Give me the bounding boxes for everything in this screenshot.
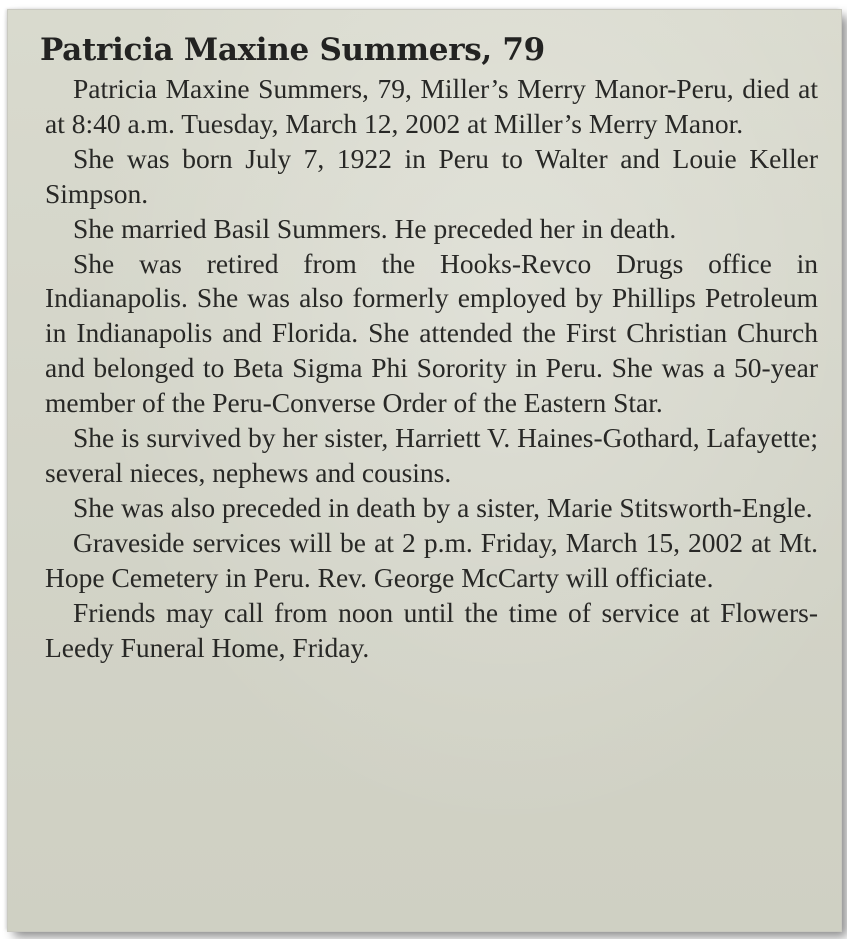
obituary-headline: Patricia Maxine Summers, 79 xyxy=(40,32,545,68)
newspaper-clipping xyxy=(8,10,841,931)
paragraph-marriage: She married Basil Summers. He preceded her in death. xyxy=(73,212,677,244)
paragraph-survivors: She is survived by her sister, Harriett V. Haines-Gothard, Lafayette; several nieces, nephews and cousins. xyxy=(45,422,818,488)
paragraph-career: She was retired from the Hooks-Revco Drugs office in Indianapolis. She was also formerly employed by Phillips Petroleum in Indianapolis and Florida. She attended the First Christian Church and belonged to Beta Sigma Phi Sorority in Peru. She was a 50-year member of the Peru-Converse Order of the Eastern Star. xyxy=(45,247,818,419)
obituary-body xyxy=(45,72,818,665)
paragraph-death-notice: Patricia Maxine Summers, 79, Miller’s Merry Manor-Peru, died at at 8:40 a.m. Tuesday, March 12, 2002 at Miller’s Merry Manor. xyxy=(45,73,818,139)
paragraph-visitation: Friends may call from noon until the time of service at Flowers-Leedy Funeral Home, Friday. xyxy=(45,596,818,663)
paragraph-birth: She was born July 7, 1922 in Peru to Walter and Louie Keller Simpson. xyxy=(45,142,818,209)
paragraph-services: Graveside services will be at 2 p.m. Friday, March 15, 2002 at Mt. Hope Cemetery in Peru. Rev. George McCarty will officiate. xyxy=(45,526,818,593)
paragraph-preceded: She was also preceded in death by a sister, Marie Stitsworth-Engle. xyxy=(73,491,813,523)
